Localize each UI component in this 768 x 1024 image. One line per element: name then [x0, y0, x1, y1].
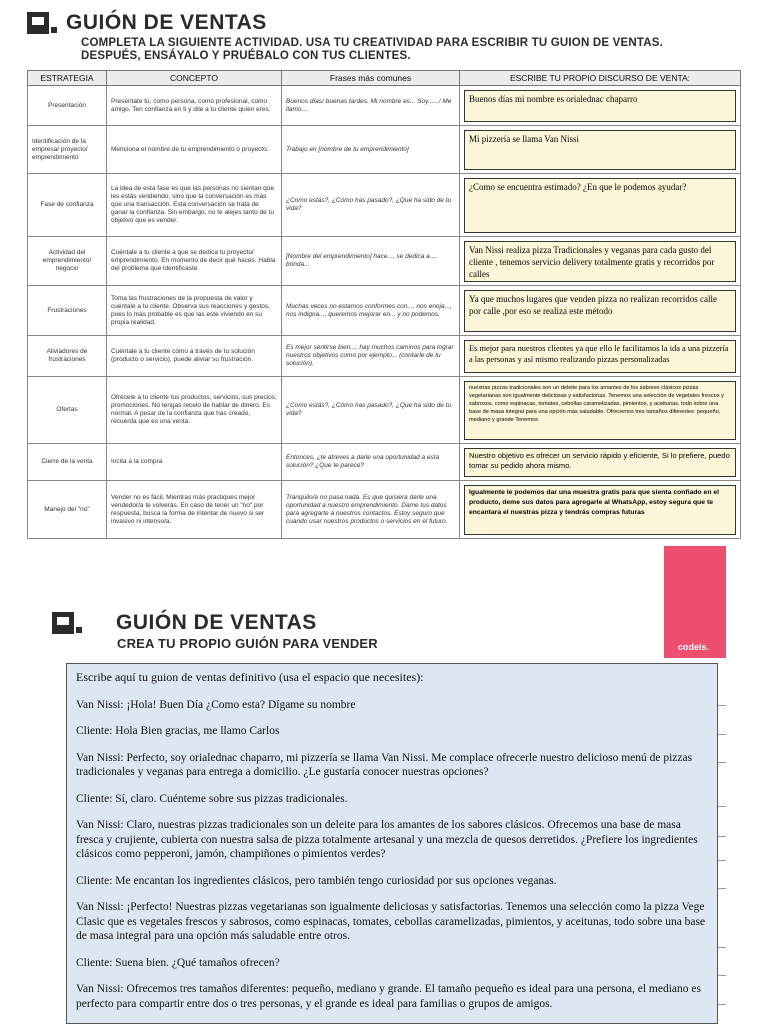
strategy-cell: Cierre de la venta — [28, 444, 107, 481]
own-speech-cell — [460, 126, 741, 174]
table-row — [28, 126, 741, 174]
own-speech-cell — [460, 336, 741, 377]
table-row — [28, 481, 741, 539]
script-line: Van Nissi: Claro, nuestras pizzas tradicionales son un deleite para los amantes de los sabores clásicos. Ofrecemos una base de masa fresca y crujiente, cubierta con nuestra salsa de pizza totalmente artesanal y una mezcla de quesos derretidos. ¿Prefiere los ingredientes clásicos como pepperoni, jamón, champiñones o pimientos verdes? — [76, 819, 698, 860]
concept-cell: Cuéntale a tu cliente cómo a través de tu solución (producto o servicio), puede aliviar su frustración. — [107, 336, 282, 377]
own-speech-cell — [460, 174, 741, 237]
own-speech-field[interactable]: nuestras pizzas tradicionales son un deleite para los amantes de los sabores clásicos pizzas vegetarianas son igualmente deliciosas y satisfactorias. Tenemos una selección de vegetales frescos y sabrosos, como espinacas, tomates, cebollas caramelizadas, pimientos, y aceitunas, todo sobre una base de masa integral para una opción más saludable. Ofrecemos tres tamaños diferentes: pequeño, mediano y grande Tenemos — [464, 381, 736, 440]
concept-cell: Cuéntale a tu cliente a que se dedica tu proyecto/ emprendimiento. En momento de decir qué haces. Habla del problema que identificaste. — [107, 237, 282, 286]
concept-cell: La idea de esta fase es que las personas no sientan que les estás vendiendo, sino que la conversación es más que una transacción. Esta conversación se trata de ganar la confianza. Sin embargo, no te alejes tanto de tu objetivo que es vender. — [107, 174, 282, 237]
script-line: Cliente: Hola Bien gracias, me llamo Carlos — [76, 725, 280, 737]
margin-tick — [718, 860, 726, 861]
strategy-cell: Presentación — [28, 86, 107, 126]
margin-tick — [718, 762, 726, 763]
strategy-cell: Frustraciones — [28, 286, 107, 336]
concept-cell: Menciona el nombre de tu emprendimiento o proyecto. — [107, 126, 282, 174]
table-row — [28, 86, 741, 126]
phrases-cell: Buenos días/ buenas tardes. Mi nombre es... Soy....../ Me llamo.... — [282, 86, 460, 126]
phrases-cell: Es mejor sentirse bien..., hay muchos caminos para lograr nuestros objetivos como por ejemplo... (contarle de tu solución). — [282, 336, 460, 377]
script-line: Cliente: Sí, claro. Cuénteme sobre sus pizzas tradicionales. — [76, 792, 348, 805]
strategy-cell: Fase de confianza — [28, 174, 107, 237]
page-title: GUIÓN DE VENTAS — [66, 11, 267, 34]
instructions-line-2: DESPUÉS, ENSÁYALO Y PRUÉBALO CON TUS CLIENTES. — [81, 50, 411, 62]
header-strategy: ESTRATEGIA — [28, 71, 107, 86]
own-speech-cell — [460, 237, 741, 286]
margin-tick — [718, 836, 726, 837]
margin-tick — [718, 1004, 726, 1005]
own-speech-cell — [460, 86, 741, 126]
own-speech-field[interactable]: Es mejor para nuestros clientes ya que ello le facilitamos la ida a una pizzería a las personas y así mismo realizando pizzas personalizadas — [464, 340, 736, 373]
concept-cell: Ofrécele a tu cliente tus productos, servicios, sus precios, promociones. No tengas recelo de hablar de dinero. Es normal. A pesar de la confianza que has creado, recuerda que es una venta. — [107, 377, 282, 444]
own-speech-field[interactable]: Ya que muchos lugares que venden pizza no realizan recorridos calle por calle ,por eso se realiza este método — [464, 290, 736, 332]
phrases-cell: ¿Como estás?, ¿Cómo has pasado?, ¿Que ha sido de tu vida? — [282, 174, 460, 237]
script-line: Van Nissi: ¡Perfecto! Nuestras pizzas vegetarianas son igualmente deliciosas y satisfactorias. Tenemos una selección como la pizza Vege Clasic que es vegetales frescos y sabrosos, como espinacas, tomates, cebollas caramelizadas, pimientos, y aceitunas, todo sobre una base de masa integral para una opción más saludable entre otros. — [76, 901, 706, 942]
table-header-row — [28, 71, 741, 86]
brand-logo: codeis. — [678, 642, 710, 652]
concept-cell: Toma las frustraciones de la propuesta de valor y cuéntale a tu cliente. Observa sus reacciones y gestos, pues lo más probable es que las este viviendo en su propia realidad. — [107, 286, 282, 336]
own-speech-field[interactable]: Van Nissi realiza pizza Tradicionales y veganas para cada gusto del cliente , tenemos servicio delivery totalmente gratis y recorridos por calles — [464, 241, 736, 282]
header-concept: CONCEPTO — [107, 71, 282, 86]
phrases-cell: Muchas veces no estamos conformes con..., nos enoja..., nos indigna..., queremos mejorar en... y no podemos. — [282, 286, 460, 336]
script-line: Cliente: Suena bien. ¿Qué tamaños ofrecen? — [76, 956, 280, 969]
own-speech-cell — [460, 481, 741, 539]
table-row — [28, 174, 741, 237]
concept-cell: Incita a la compra — [107, 444, 282, 481]
header-phrases: Frases más comunes — [282, 71, 460, 86]
phrases-cell: Tranquilo/a no pasa nada. Es que quisiera darle una oportunidad a nuestro emprendimiento. Dame tus datos para agregarte a nuestros contactos. Estoy seguro que cuando usar nuestros productos o servicios en el futuro. — [282, 481, 460, 539]
script-heading: Escribe aquí tu guion de ventas definitivo (usa el espacio que necesites): — [76, 670, 424, 684]
own-speech-cell — [460, 444, 741, 481]
own-speech-field[interactable]: Igualmente le podemos dar una muestra gratis para que sienta confiado en el producto, deme sus datos para agregarle al WhatsApp, estoy segura que te encantara el nuestras pizza y tendrás compras futuras — [464, 485, 736, 535]
margin-tick — [718, 947, 726, 948]
table-row — [28, 444, 741, 481]
section-subtitle: CREA TU PROPIO GUIÓN PARA VENDER — [117, 636, 378, 651]
script-line: Van Nissi: ¡Hola! Buen Día ¿Como esta? Dígame su nombre — [76, 698, 356, 711]
concept-cell: Vender no es fácil. Mientras más practiques mejor vendedor/a te volverás. En caso de tener un "no" por respuesta, busca la forma de intentar de nuevo si ser invasivo ni intenso/a. — [107, 481, 282, 539]
phrases-cell: Entonces, ¿te atreves a darle una oportunidad a esta solución? ¿Que te parece? — [282, 444, 460, 481]
own-speech-field[interactable]: Buenos días mi nombre es orialednac chaparro — [464, 90, 736, 122]
concept-cell: Preséntate tú, como persona, como profesional, como amigo. Ten confianza en ti y dile a tu cliente quien eres. — [107, 86, 282, 126]
phrases-cell: Trabajo en [nombre de tu emprendimiento] — [282, 126, 460, 174]
strategy-cell: Manejo del "no" — [28, 481, 107, 539]
header-own-speech: ESCRIBE TU PROPIO DISCURSO DE VENTA: — [460, 71, 741, 86]
table-row — [28, 237, 741, 286]
margin-tick — [718, 806, 726, 807]
section-title: GUIÓN DE VENTAS — [116, 611, 317, 634]
sales-script-box[interactable] — [66, 663, 718, 1024]
margin-tick — [718, 705, 726, 706]
phrases-cell: ¿Como estás?, ¿Cómo has pasado?, ¿Que ha sido de tu vida? — [282, 377, 460, 444]
script-line: Van Nissi: Perfecto, soy orialednac chaparro, mi pizzería se llama Van Nissi. Me complace ofrecerle nuestro delicioso menú de pizzas tradicionales y veganas para entrega a domicilio. ¿Le gustaría conocer nuestras opciones? — [76, 751, 693, 778]
table-row — [28, 377, 741, 444]
own-speech-cell — [460, 377, 741, 444]
script-line: Cliente: Me encantan los ingredientes clásicos, pero también tengo curiosidad por sus opciones veganas. — [76, 874, 557, 887]
margin-tick — [718, 888, 726, 889]
strategy-cell: Identificación de la empresa/ proyecto/ emprendimiento — [28, 126, 107, 174]
own-speech-field[interactable]: ¿Como se encuentra estimado? ¿En que le podemos ayudar? — [464, 178, 736, 233]
table-row — [28, 286, 741, 336]
phrases-cell: [Nombre del emprendimiento] hace..., se dedica a..., brinda... — [282, 237, 460, 286]
own-speech-field[interactable]: Mi pizzería se llama Van Nissi — [464, 130, 736, 170]
brand-tab — [664, 546, 726, 658]
strategy-cell: Ofertas — [28, 377, 107, 444]
own-speech-field[interactable]: Nuestro objetivo es ofrecer un servicio rápido y eficiente, Si lo prefiere, puedo tomar su pedido ahora mismo. — [464, 448, 736, 477]
strategy-cell: Aliviadores de frustraciones — [28, 336, 107, 377]
sales-strategy-table — [27, 70, 741, 539]
margin-tick — [718, 734, 726, 735]
margin-tick — [718, 975, 726, 976]
strategy-cell: Actividad del emprendimiento/ negocio — [28, 237, 107, 286]
own-speech-cell — [460, 286, 741, 336]
table-row — [28, 336, 741, 377]
script-line: Van Nissi: Ofrecemos tres tamaños diferentes: pequeño, mediano y grande. El tamaño pequeño es ideal para una persona, el mediano es perfecto para compartir entre dos o tres personas, y el grande es ideal para familias o grupos de amigos. — [76, 983, 701, 1010]
instructions-line-1: COMPLETA LA SIGUIENTE ACTIVIDAD. USA TU CREATIVIDAD PARA ESCRIBIR TU GUION DE VENTAS. — [81, 37, 664, 49]
